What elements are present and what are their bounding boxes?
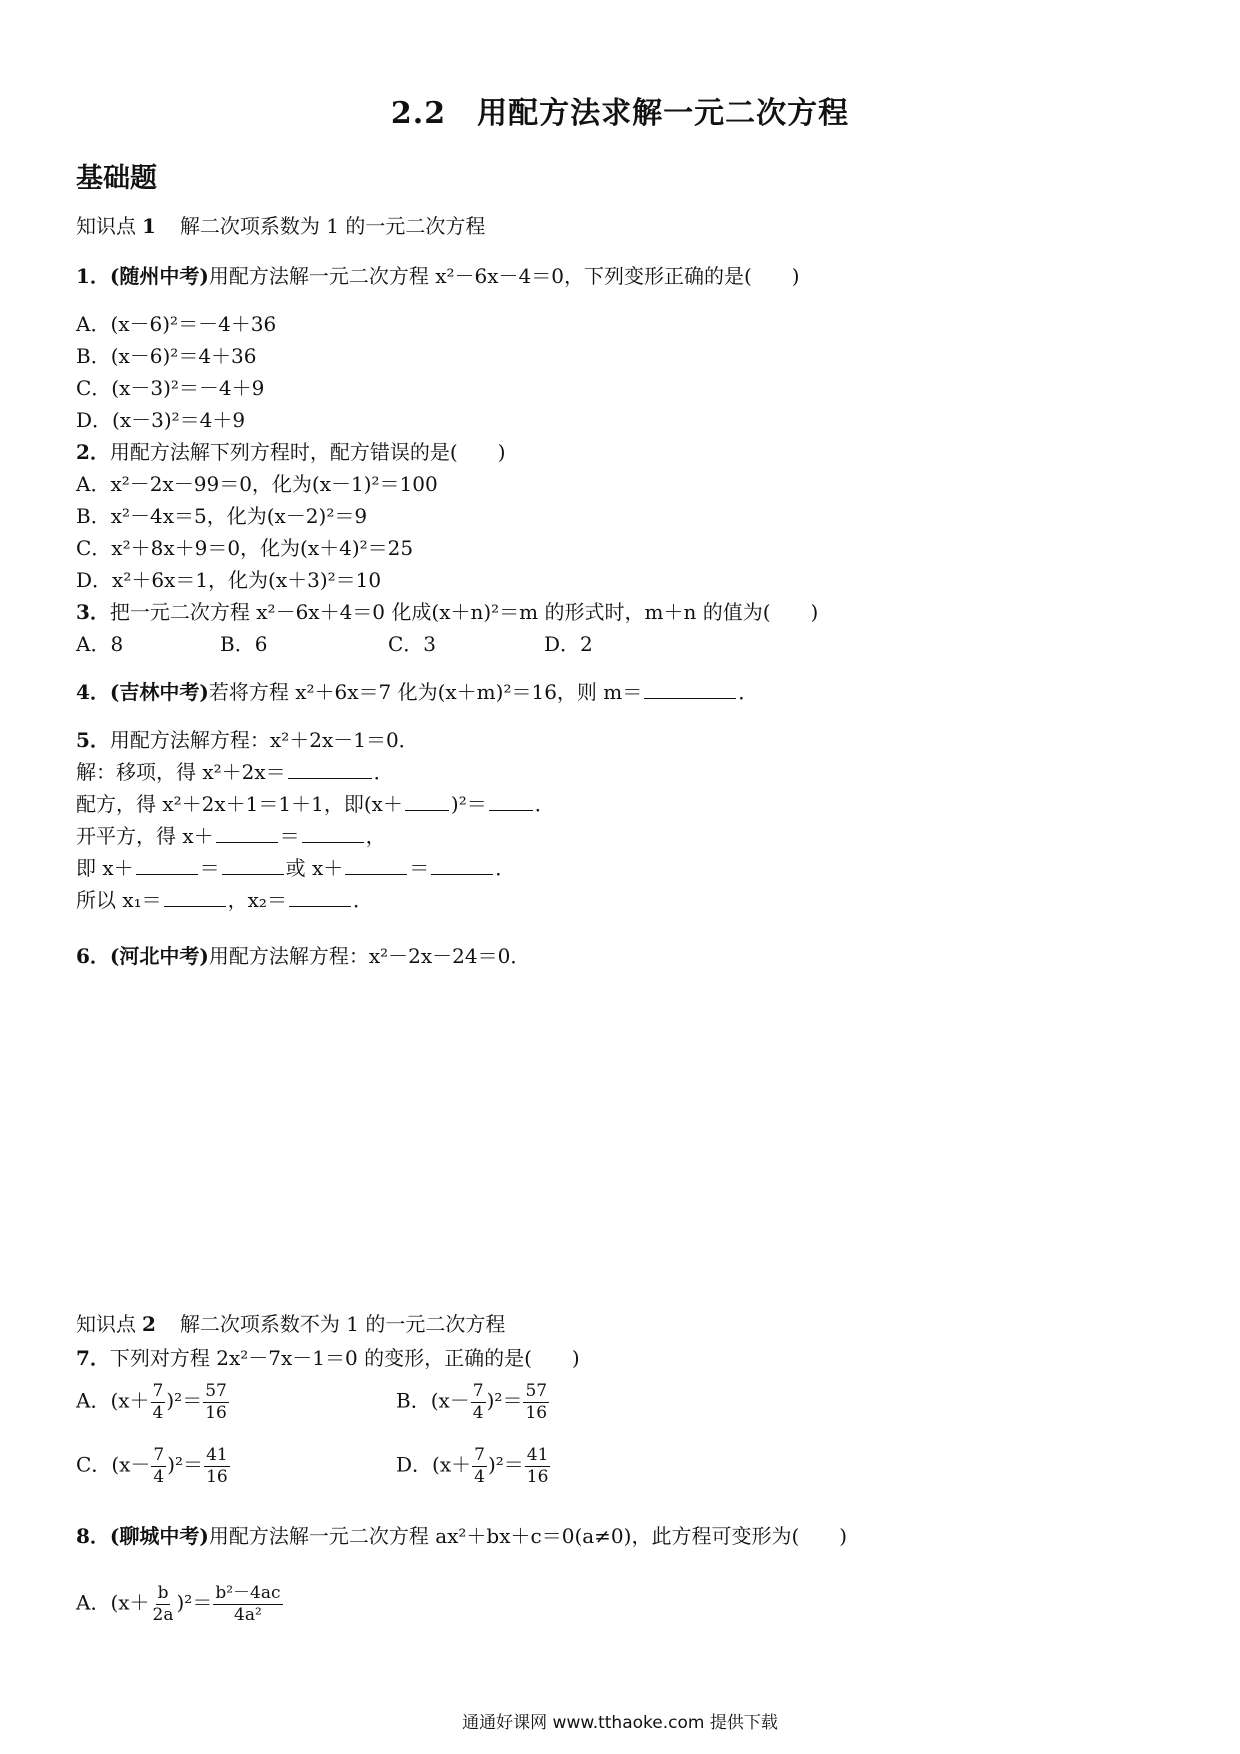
question-number: 8． <box>76 1524 110 1548</box>
answer-blank[interactable] <box>164 888 226 907</box>
kp-label: 知识点 <box>76 1312 136 1336</box>
question-source: (聊城中考) <box>109 1524 209 1548</box>
question-text: 用配方法解一元二次方程 x²－6x－4＝0，下列变形正确的是( ) <box>208 264 800 288</box>
step-text: 配方，得 x²＋2x＋1＝1＋1，即(x＋ <box>76 792 403 816</box>
numerator: 7 <box>152 1381 164 1401</box>
step-text: ＝ <box>279 824 300 848</box>
option-label: A． <box>76 1388 111 1413</box>
step-text: ＝ <box>409 856 430 880</box>
numerator: b²－4ac <box>215 1583 281 1603</box>
option-text: )²＝ <box>176 1590 213 1615</box>
option-text: (x＋ <box>110 1388 150 1413</box>
step-text: 所以 x₁＝ <box>76 888 162 912</box>
numerator: 7 <box>472 1381 484 1401</box>
q5-step-3 <box>76 820 386 849</box>
question-number: 5． <box>76 728 110 752</box>
question-source: (河北中考) <box>109 944 209 968</box>
step-text: ． <box>495 856 516 880</box>
numerator: 57 <box>205 1381 227 1401</box>
option-label: A． <box>76 1590 111 1615</box>
numerator: 7 <box>153 1445 165 1465</box>
q3-option-b: B．6 <box>220 632 268 656</box>
question-4 <box>76 676 758 705</box>
q3-option-d: D．2 <box>544 632 593 656</box>
question-number: 6． <box>76 944 110 968</box>
step-text: 解：移项，得 x²＋2x＝ <box>76 760 286 784</box>
question-text: 用配方法解方程：x²－2x－24＝0． <box>208 944 531 968</box>
numerator: 57 <box>525 1381 548 1401</box>
q2-option-d: D．x²＋6x＝1，化为(x＋3)²＝10 <box>76 568 382 592</box>
step-text: 开平方，得 x＋ <box>76 824 214 848</box>
denominator: 4 <box>152 1402 164 1423</box>
answer-blank[interactable] <box>345 856 407 875</box>
question-number: 7． <box>76 1346 110 1370</box>
question-text: 用配方法解一元二次方程 ax²＋bx＋c＝0(a≠0)，此方程可变形为( ) <box>208 1524 848 1548</box>
q1-option-b: B．(x－6)²＝4＋36 <box>76 344 257 368</box>
answer-blank[interactable] <box>405 792 449 811</box>
q7-option-c <box>76 1446 231 1486</box>
fraction <box>204 1446 230 1486</box>
q1-option-c: C．(x－3)²＝－4＋9 <box>76 376 265 400</box>
answer-blank[interactable] <box>216 824 278 843</box>
denominator: 16 <box>526 1466 549 1487</box>
step-text: ． <box>352 888 373 912</box>
kp-number: 2 <box>142 1312 156 1336</box>
step-text: ． <box>534 792 555 816</box>
question-number: 2． <box>76 440 110 464</box>
fraction <box>523 1382 549 1422</box>
option-text: )²＝ <box>167 1452 204 1477</box>
question-6 <box>76 940 530 969</box>
fraction <box>151 1382 166 1422</box>
question-number: 1． <box>76 264 110 288</box>
question-2 <box>76 436 506 465</box>
question-text: 若将方程 x²＋6x＝7 化为(x＋m)²＝16，则 m＝ <box>208 680 643 704</box>
q5-step-5 <box>76 884 373 913</box>
q2-option-a: A．x²－2x－99＝0，化为(x－1)²＝100 <box>76 472 438 496</box>
question-7 <box>76 1342 580 1371</box>
page-title: 2.2 用配方法求解一元二次方程 <box>390 96 850 131</box>
q8-option-a <box>76 1584 284 1624</box>
denominator: 16 <box>205 1402 227 1423</box>
answer-blank[interactable] <box>489 792 533 811</box>
fraction <box>471 1382 486 1422</box>
numerator: 41 <box>526 1445 549 1465</box>
q7-option-b <box>396 1382 550 1422</box>
question-3 <box>76 596 818 625</box>
question-1 <box>76 260 800 289</box>
option-label: C． <box>76 1452 112 1477</box>
fraction <box>525 1446 551 1486</box>
question-text: 用配方法解方程：x²＋2x－1＝0． <box>109 728 419 752</box>
option-label: D． <box>396 1452 433 1477</box>
numerator: 41 <box>206 1445 228 1465</box>
knowledge-point-2 <box>76 1308 505 1337</box>
knowledge-point-1 <box>76 210 485 239</box>
q1-option-d: D．(x－3)²＝4＋9 <box>76 408 246 432</box>
kp-text: 解二次项系数不为 1 的一元二次方程 <box>179 1312 506 1336</box>
denominator: 4 <box>474 1466 485 1487</box>
q5-step-1 <box>76 756 394 785</box>
answer-blank[interactable] <box>222 856 284 875</box>
numerator: b <box>157 1583 169 1603</box>
option-text: )²＝ <box>487 1452 524 1477</box>
answer-blank[interactable] <box>289 888 351 907</box>
step-text: ． <box>373 760 394 784</box>
denominator: 2a <box>152 1604 174 1625</box>
q7-option-a <box>76 1382 230 1422</box>
question-source: (吉林中考) <box>109 680 209 704</box>
q3-option-c: C．3 <box>388 632 437 656</box>
numerator: 7 <box>474 1445 485 1465</box>
question-text-end: ． <box>738 680 759 704</box>
question-8 <box>76 1520 847 1549</box>
question-text: 用配方法解下列方程时，配方错误的是( ) <box>109 440 506 464</box>
question-number: 4． <box>76 680 110 704</box>
fraction <box>203 1382 229 1422</box>
answer-blank[interactable] <box>302 824 364 843</box>
kp-label: 知识点 <box>76 214 136 238</box>
option-text: (x＋ <box>432 1452 472 1477</box>
option-text: )²＝ <box>486 1388 523 1413</box>
question-text: 把一元二次方程 x²－6x＋4＝0 化成(x＋n)²＝m 的形式时，m＋n 的值为( ) <box>109 600 819 624</box>
question-source: (随州中考) <box>109 264 209 288</box>
denominator: 4 <box>472 1402 484 1423</box>
kp-text: 解二次项系数为 1 的一元二次方程 <box>179 214 486 238</box>
section-heading: 基础题 <box>76 163 157 194</box>
question-text: 下列对方程 2x²－7x－1＝0 的变形，正确的是( ) <box>109 1346 580 1370</box>
q2-option-c: C．x²＋8x＋9＝0，化为(x＋4)²＝25 <box>76 536 414 560</box>
denominator: 4 <box>153 1466 165 1487</box>
q7-option-d <box>396 1446 551 1486</box>
step-text: ＝ <box>199 856 220 880</box>
option-label: B． <box>396 1388 431 1413</box>
option-text: (x－ <box>111 1452 151 1477</box>
question-number: 3． <box>76 600 110 624</box>
denominator: 16 <box>206 1466 228 1487</box>
footer-watermark: 通通好课网 www.tthaoke.com 提供下载 <box>462 1713 778 1733</box>
answer-blank[interactable] <box>431 856 493 875</box>
q5-step-2 <box>76 788 555 817</box>
step-text: )²＝ <box>450 792 487 816</box>
denominator: 16 <box>525 1402 548 1423</box>
answer-blank[interactable] <box>288 760 372 779</box>
fraction <box>472 1446 487 1486</box>
step-text: ， <box>365 824 386 848</box>
answer-blank[interactable] <box>644 680 736 699</box>
fraction <box>213 1584 282 1624</box>
step-text: 即 x＋ <box>76 856 134 880</box>
denominator: 4a² <box>234 1604 262 1625</box>
q3-option-a: A．8 <box>76 632 124 656</box>
kp-number: 1 <box>142 214 156 238</box>
fraction <box>151 1446 166 1486</box>
option-text: (x－ <box>430 1388 470 1413</box>
option-text: )²＝ <box>166 1388 203 1413</box>
fraction <box>151 1584 176 1624</box>
q1-option-a: A．(x－6)²＝－4＋36 <box>76 312 277 336</box>
answer-blank[interactable] <box>136 856 198 875</box>
q5-step-4 <box>76 852 515 881</box>
q2-option-b: B．x²－4x＝5，化为(x－2)²＝9 <box>76 504 368 528</box>
step-text: 或 x＋ <box>285 856 344 880</box>
step-text: ，x₂＝ <box>227 888 287 912</box>
question-5 <box>76 724 419 753</box>
option-text: (x＋ <box>110 1590 150 1615</box>
